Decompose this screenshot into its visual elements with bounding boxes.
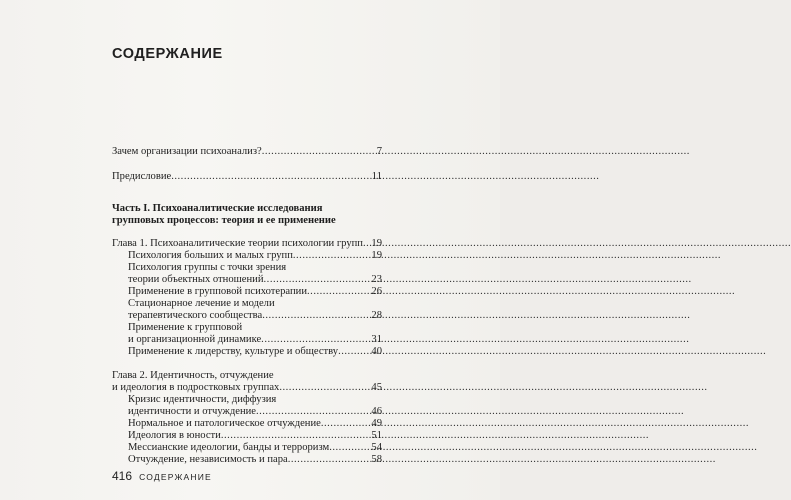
toc-entry-label: Предисловие [112, 171, 172, 182]
page-footer [112, 469, 212, 483]
running-head: СОДЕРЖАНИЕ [139, 472, 212, 482]
toc-entry-page: 31 [371, 334, 382, 345]
toc-entry-page: 23 [371, 274, 382, 285]
toc-entry-label: Мессианские идеологии, банды и терроризм [128, 442, 330, 453]
part-heading-line: Часть I. Психоаналитические исследования [112, 203, 323, 214]
toc-entry-label: Применение к лидерству, культуре и обществу [128, 346, 339, 357]
toc-subentry[interactable] [128, 442, 382, 454]
leader-dots [262, 310, 371, 322]
leader-dots [256, 406, 371, 418]
toc-entry-page: 58 [371, 454, 382, 465]
leader-dots [293, 250, 372, 262]
toc-entry[interactable] [112, 146, 382, 158]
toc-subentry[interactable] [128, 274, 382, 286]
chapter-heading[interactable] [112, 238, 382, 250]
part-heading-line: групповых процессов: теория и ее применение [112, 215, 336, 226]
toc-entry-label: и организационной динамике [128, 334, 262, 345]
toc-entry-page: 7 [376, 146, 382, 157]
toc-entry-label: Психология больших и малых групп [128, 250, 293, 261]
leader-dots [221, 430, 372, 442]
toc-entry-label: Нормальное и патологическое отчуждение [128, 418, 321, 429]
leader-dots [329, 442, 371, 454]
toc-subentry[interactable] [128, 430, 382, 442]
toc-entry-page: 49 [371, 418, 382, 429]
leader-dots [288, 454, 372, 466]
leader-dots [264, 274, 372, 286]
chapter-heading[interactable] [112, 382, 382, 394]
toc-entry-label: Идеология в юности [128, 430, 221, 441]
toc-entry-label: Зачем организации психоанализ? [112, 146, 262, 157]
toc-entry-page: 11 [371, 171, 382, 182]
toc-entry-label: Отчуждение, независимость и пара [128, 454, 288, 465]
toc-subentry[interactable] [128, 418, 382, 430]
leader-dots [321, 418, 372, 430]
toc-subentry-line: Кризис идентичности, диффузия [128, 394, 277, 405]
toc-entry-label: Применение в групповой психотерапии [128, 286, 308, 297]
toc-subentry-line: Стационарное лечение и модели [128, 298, 275, 309]
leader-dots [338, 346, 371, 358]
leader-dots [307, 286, 371, 298]
toc-entry-page: 46 [371, 406, 382, 417]
toc-subentry-line: Применение к групповой [128, 322, 243, 333]
toc-entry-page: 19 [371, 250, 382, 261]
toc-entry-page: 28 [371, 310, 382, 321]
leader-dots [262, 146, 377, 158]
toc-entry-page: 40 [371, 346, 382, 357]
leader-dots [363, 238, 371, 250]
toc-entry-label: теории объектных отношений [128, 274, 264, 285]
toc-subentry[interactable] [128, 310, 382, 322]
toc-entry-page: 51 [371, 430, 382, 441]
page-number: 416 [112, 469, 133, 483]
chapter-title-line: Глава 2. Идентичность, отчуждение [112, 370, 274, 381]
toc-subentry[interactable] [128, 406, 382, 418]
toc-subentry-line: Психология группы с точки зрения [128, 262, 287, 273]
chapter-title: Глава 1. Психоаналитические теории психологии групп [112, 238, 363, 249]
toc-subentry[interactable] [128, 286, 382, 298]
leader-dots [279, 382, 371, 394]
toc-subentry[interactable] [128, 346, 382, 358]
toc-entry-page: 26 [371, 286, 382, 297]
toc-subentry[interactable] [128, 454, 382, 466]
page-title: СОДЕРЖАНИЕ [112, 46, 223, 62]
toc-entry-label: идентичности и отчуждение [128, 406, 256, 417]
chapter-page: 45 [371, 382, 382, 393]
leader-dots [261, 334, 371, 346]
toc-subentry[interactable] [128, 334, 382, 346]
toc-entry-label: терапевтического сообщества [128, 310, 263, 321]
toc-subentry[interactable] [128, 250, 382, 262]
chapter-page: 19 [371, 238, 382, 249]
chapter-title: и идеология в подростковых группах [112, 382, 280, 393]
toc-entry-page: 54 [371, 442, 382, 453]
toc-entry[interactable] [112, 171, 382, 183]
leader-dots [171, 171, 372, 183]
